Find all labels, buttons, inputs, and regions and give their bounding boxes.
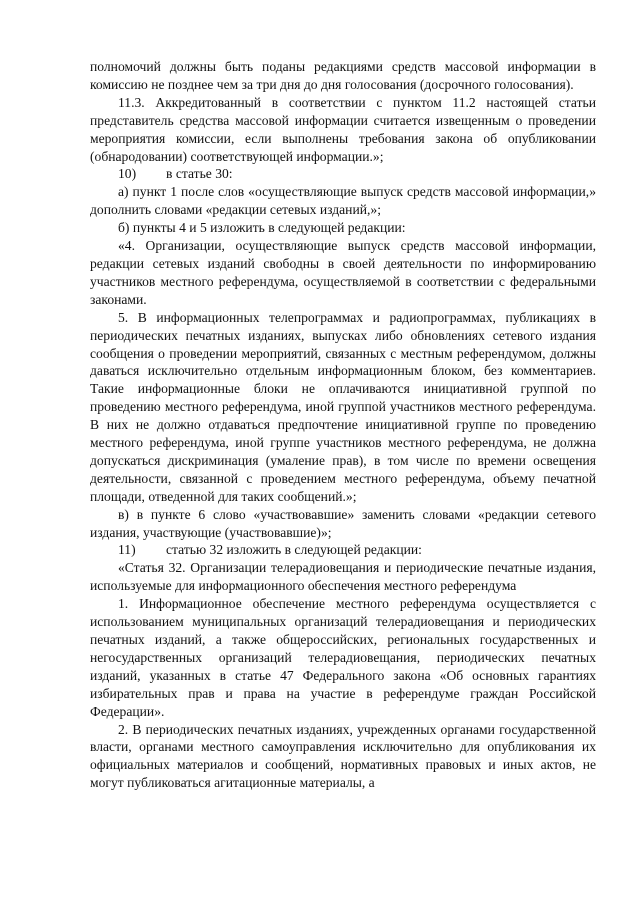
list-item-number: 10) — [118, 166, 137, 182]
paragraph: 5. В информационных телепрограммах и радиопрограммах, публикациях в периодических печатных изданиях, выпусках либо обновлениях сетевого издания сообщения о проведении мероприятий, связанных с местным референдумом, должны даваться исключительно отдельным информационным блоком, без комментариев. Такие информационные блоки не оплачиваются инициативной группой по проведению местного референдума, иной группой участников местного референдума. В них не должно отдаваться предпочтение инициативной группе по проведению местного референдума, иной группе участников местного референдума, не должна допускаться дискриминация (умаление прав), в том числе по времени освещения деятельности, связанной с проведением местного референдума, объему печатной площади, отведенной для таких сообщений.»; — [90, 309, 596, 504]
document-body — [90, 58, 596, 792]
list-item-number: 11) — [118, 542, 136, 558]
paragraph: в) в пункте 6 слово «участвовавшие» заменить словами «редакции сетевого издания, участвующие (участвовавшие)»; — [90, 506, 596, 540]
list-item — [90, 541, 596, 559]
paragraph: «4. Организации, осуществляющие выпуск средств массовой информации, редакции сетевых изданий свободны в своей деятельности по информированию участников местного референдума, осуществляемой в соответствии с федеральными законами. — [90, 238, 596, 307]
paragraph: а) пункт 1 после слов «осуществляющие выпуск средств массовой информации,» дополнить словами «редакции сетевых изданий,»; — [90, 184, 596, 218]
paragraph: 2. В периодических печатных изданиях, учрежденных органами государственной власти, органами местного самоуправления исключительно для опубликования их официальных материалов и сообщений, нормативных правовых и иных актов, не могут публиковаться агитационные материалы, а — [90, 721, 596, 791]
paragraph: б) пункты 4 и 5 изложить в следующей редакции: — [118, 220, 406, 236]
list-item-text: в статье 30: — [166, 166, 233, 182]
paragraph: 11.3. Аккредитованный в соответствии с пунктом 11.2 настоящей статьи представитель средства массовой информации считается извещенным о проведении мероприятия комиссии, если выполнены требования закона об опубликовании (обнародовании) соответствующей информации.»; — [90, 94, 596, 164]
article-heading: «Статья 32. Организации телерадиовещания и периодические печатные издания, используемые для информационного обеспечения местного референдума — [90, 560, 596, 594]
list-item — [90, 165, 596, 183]
paragraph: полномочий должны быть поданы редакциями средств массовой информации в комиссию не позднее чем за три дня до дня голосования (досрочного голосования). — [90, 59, 596, 92]
paragraph: 1. Информационное обеспечение местного референдума осуществляется с использованием муниципальных организаций телерадиовещания и периодических печатных изданий, а также общероссийских, региональных государственных и негосударственных организаций телерадиовещания, периодических печатных изданий, указанных в статье 47 Федерального закона «Об основных гарантиях избирательных прав и права на участие в референдуме граждан Российской Федерации». — [90, 596, 596, 719]
list-item-text: статью 32 изложить в следующей редакции: — [166, 542, 422, 558]
